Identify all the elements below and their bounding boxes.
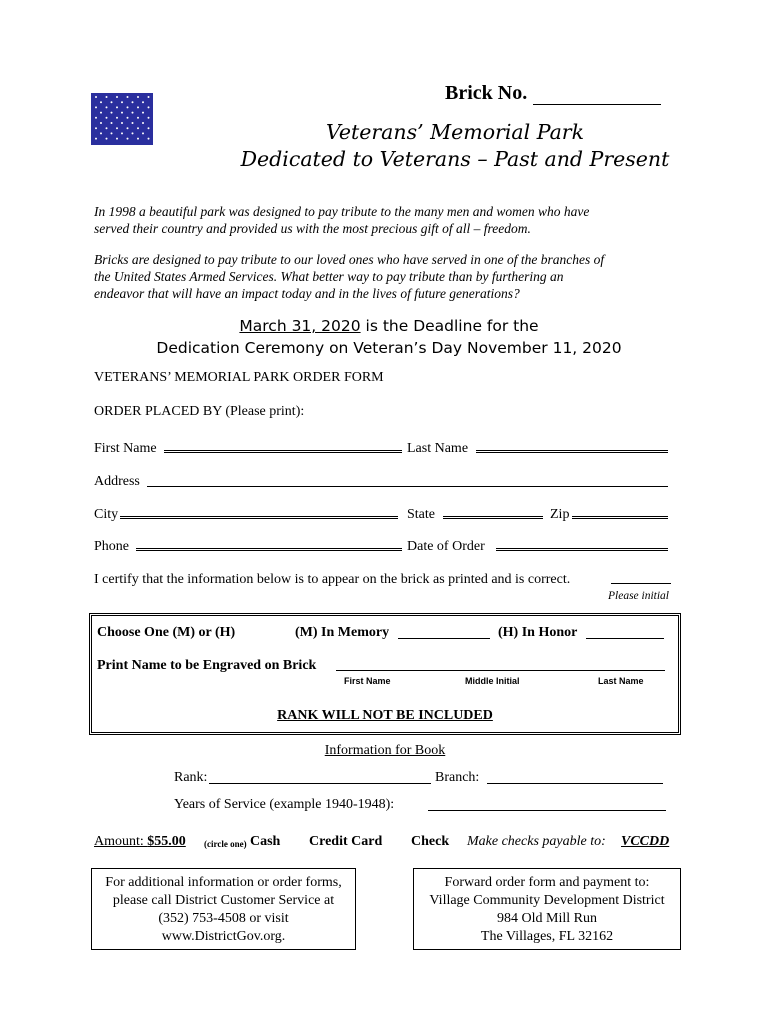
flag-star: [142, 122, 144, 124]
last-name-field[interactable]: [476, 450, 668, 453]
flag-star: [106, 106, 108, 108]
contact-line: please call District Customer Service at: [112, 893, 335, 908]
rank-note: RANK WILL NOT BE INCLUDED: [277, 708, 493, 723]
flag-star: [116, 106, 118, 108]
initial-field[interactable]: [611, 583, 671, 584]
phone-label: Phone: [94, 539, 129, 554]
flag-star: [148, 106, 150, 108]
zip-label: Zip: [550, 507, 570, 522]
flag-star: [121, 122, 123, 124]
cash-option[interactable]: Cash: [250, 834, 281, 849]
flag-star: [100, 101, 102, 103]
flag-star: [137, 127, 139, 129]
branch-label: Branch:: [435, 770, 480, 785]
rank-field[interactable]: [209, 783, 431, 784]
book-info-heading: Information for Book: [324, 743, 446, 758]
flag-star: [100, 132, 102, 134]
check-option[interactable]: Check: [411, 834, 450, 849]
flag-star: [116, 117, 118, 119]
circle-one-note: (circle one): [204, 839, 247, 849]
flag-star: [148, 138, 150, 140]
flag-star: [127, 106, 129, 108]
flag-star: [121, 101, 123, 103]
address-label: Address: [94, 474, 140, 489]
in-memory-label: (M) In Memory: [295, 625, 390, 640]
flag-star: [111, 132, 113, 134]
page-subtitle: Dedicated to Veterans – Past and Present: [240, 147, 670, 171]
amount-label: Amount:: [94, 834, 148, 849]
american-flag-icon: [91, 93, 226, 189]
deadline-date: March 31, 2020: [239, 317, 361, 335]
intro-text: Bricks are designed to pay tribute to our loved ones who have served in one of the branches of: [94, 252, 605, 267]
engraved-name-field[interactable]: [336, 670, 665, 671]
engraved-last-name-caption: Last Name: [598, 676, 644, 686]
flag-star: [95, 106, 97, 108]
flag-star: [95, 127, 97, 129]
mail-line: The Villages, FL 32162: [480, 929, 614, 944]
mail-line: Forward order form and payment to:: [444, 875, 650, 890]
mail-line: 984 Old Mill Run: [497, 911, 597, 926]
credit-card-option[interactable]: Credit Card: [309, 834, 383, 849]
flag-star: [132, 101, 134, 103]
flag-star: [142, 101, 144, 103]
flag-star: [127, 96, 129, 98]
flag-star: [148, 96, 150, 98]
flag-star: [111, 101, 113, 103]
flag-star: [106, 127, 108, 129]
flag-star: [95, 138, 97, 140]
intro-paragraph-2: [94, 251, 684, 302]
flag-star: [95, 96, 97, 98]
flag-star: [121, 112, 123, 114]
flag-star: [106, 138, 108, 140]
address-field[interactable]: [147, 486, 668, 487]
first-name-label: First Name: [94, 441, 157, 456]
intro-text: In 1998 a beautiful park was designed to pay tribute to the many men and women who have: [94, 204, 590, 219]
choose-one-label: Choose One (M) or (H): [97, 625, 236, 640]
flag-star: [116, 127, 118, 129]
flag-star: [148, 127, 150, 129]
flag-star: [111, 112, 113, 114]
zip-field[interactable]: [572, 516, 668, 519]
last-name-label: Last Name: [407, 441, 469, 456]
deadline-text: is the Deadline for the: [360, 317, 539, 335]
flag-star: [116, 96, 118, 98]
phone-field[interactable]: [136, 548, 402, 551]
flag-star: [127, 127, 129, 129]
years-of-service-label: Years of Service (example 1940-1948):: [174, 797, 395, 812]
state-label: State: [407, 507, 435, 522]
intro-paragraph-1: [94, 203, 684, 237]
date-of-order-field[interactable]: [496, 548, 668, 551]
deadline-line-2: Dedication Ceremony on Veteran’s Day November 11, 2020: [156, 339, 622, 357]
contact-phone: (352) 753-4508 or visit: [158, 911, 289, 926]
flag-star: [100, 112, 102, 114]
in-memory-field[interactable]: [398, 638, 490, 639]
rank-label: Rank:: [174, 770, 208, 785]
brick-number-field[interactable]: [445, 82, 661, 105]
in-honor-field[interactable]: [586, 638, 664, 639]
intro-text: the United States Armed Services. What better way to pay tribute than by furthering an: [94, 269, 564, 284]
brick-number-line[interactable]: [533, 84, 661, 105]
payable-to-label: Make checks payable to:: [467, 834, 606, 849]
flag-star: [106, 96, 108, 98]
flag-star: [121, 132, 123, 134]
mail-line: Village Community Development District: [429, 893, 665, 908]
mailing-address-box: [413, 868, 681, 950]
city-label: City: [94, 507, 119, 522]
intro-text: served their country and provided us with the most precious gift of all – freedom.: [94, 221, 531, 236]
flag-star: [100, 122, 102, 124]
flag-star: [142, 132, 144, 134]
amount-value: $55.00: [147, 834, 186, 849]
engraved-first-name-caption: First Name: [344, 676, 391, 686]
flag-star: [106, 117, 108, 119]
city-field[interactable]: [120, 516, 398, 519]
contact-line: For additional information or order forms,: [105, 875, 342, 890]
certify-statement: I certify that the information below is to appear on the brick as printed and is correct.: [94, 572, 571, 587]
flag-star: [148, 117, 150, 119]
flag-star: [127, 117, 129, 119]
first-name-field[interactable]: [164, 450, 402, 453]
flag-star: [137, 138, 139, 140]
in-honor-label: (H) In Honor: [498, 625, 578, 640]
flag-star: [111, 122, 113, 124]
flag-star: [95, 117, 97, 119]
contact-info-box: [91, 868, 356, 950]
flag-star: [132, 132, 134, 134]
order-placed-by-label: ORDER PLACED BY (Please print):: [94, 404, 305, 419]
flag-star: [116, 138, 118, 140]
flag-star: [132, 122, 134, 124]
date-of-order-label: Date of Order: [407, 539, 485, 554]
engraved-middle-initial-caption: Middle Initial: [465, 676, 520, 686]
flag-star: [137, 96, 139, 98]
page-title: Veterans’ Memorial Park: [325, 120, 585, 144]
flag-star: [137, 106, 139, 108]
branch-field[interactable]: [487, 783, 663, 784]
flag-star: [137, 117, 139, 119]
brick-number-label: Brick No.: [445, 82, 528, 104]
years-of-service-field[interactable]: [428, 810, 666, 811]
please-initial-label: Please initial: [608, 590, 670, 602]
flag-star: [142, 112, 144, 114]
deadline-line-1: [94, 315, 684, 337]
payee-name: VCCDD: [621, 834, 670, 849]
intro-text: endeavor that will have an impact today and in the lives of future generations?: [94, 286, 520, 301]
order-form-heading: VETERANS’ MEMORIAL PARK ORDER FORM: [94, 370, 384, 385]
flag-star: [127, 138, 129, 140]
flag-star: [132, 112, 134, 114]
amount: [94, 834, 186, 850]
state-field[interactable]: [443, 516, 543, 519]
print-name-label: Print Name to be Engraved on Brick: [97, 658, 317, 673]
contact-website: www.DistrictGov.org.: [161, 929, 286, 944]
